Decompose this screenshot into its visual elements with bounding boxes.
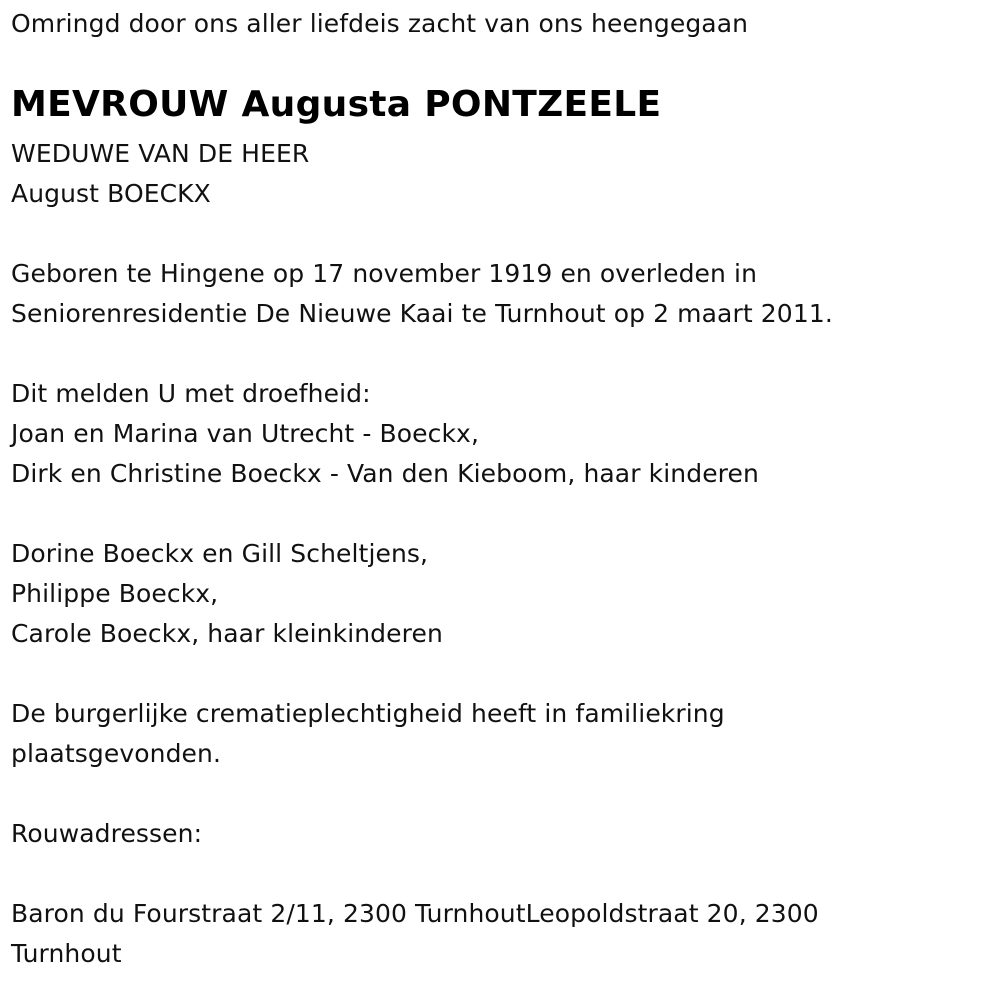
announcers-intro: Dit melden U met droefheid: xyxy=(11,379,371,408)
grandchildren-line: Carole Boeckx, haar kleinkinderen xyxy=(11,619,443,648)
address-line: Turnhout xyxy=(11,939,122,968)
address-line: Baron du Fourstraat 2/11, 2300 TurnhoutLeopoldstraat 20, 2300 xyxy=(11,899,819,928)
birth-death-line: Seniorenresidentie De Nieuwe Kaai te Turnhout op 2 maart 2011. xyxy=(11,299,833,328)
spouse-name: August BOECKX xyxy=(11,179,211,208)
birth-death-block xyxy=(11,254,833,334)
addresses-block xyxy=(11,894,819,974)
addresses-label: Rouwadressen: xyxy=(11,819,203,848)
grandchildren-line: Philippe Boeckx, xyxy=(11,579,219,608)
children-line: Joan en Marina van Utrecht - Boeckx, xyxy=(11,419,479,448)
grandchildren-line: Dorine Boeckx en Gill Scheltjens, xyxy=(11,539,429,568)
addresses-label-block xyxy=(11,814,202,854)
ceremony-block xyxy=(11,694,725,774)
intro-text: Omringd door ons aller liefdeis zacht van ons heengegaan xyxy=(11,9,749,38)
children-line: Dirk en Christine Boeckx - Van den Kieboom, haar kinderen xyxy=(11,459,759,488)
spouse-block xyxy=(11,134,309,214)
birth-death-line: Geboren te Hingene op 17 november 1919 en overleden in xyxy=(11,259,758,288)
deceased-name-heading: MEVROUW Augusta PONTZEELE xyxy=(11,84,662,125)
widow-of-label: WEDUWE VAN DE HEER xyxy=(11,139,310,168)
ceremony-line: plaatsgevonden. xyxy=(11,739,222,768)
announcers-block xyxy=(11,374,759,494)
grandchildren-block xyxy=(11,534,443,654)
ceremony-line: De burgerlijke crematieplechtigheid heeft in familiekring xyxy=(11,699,725,728)
